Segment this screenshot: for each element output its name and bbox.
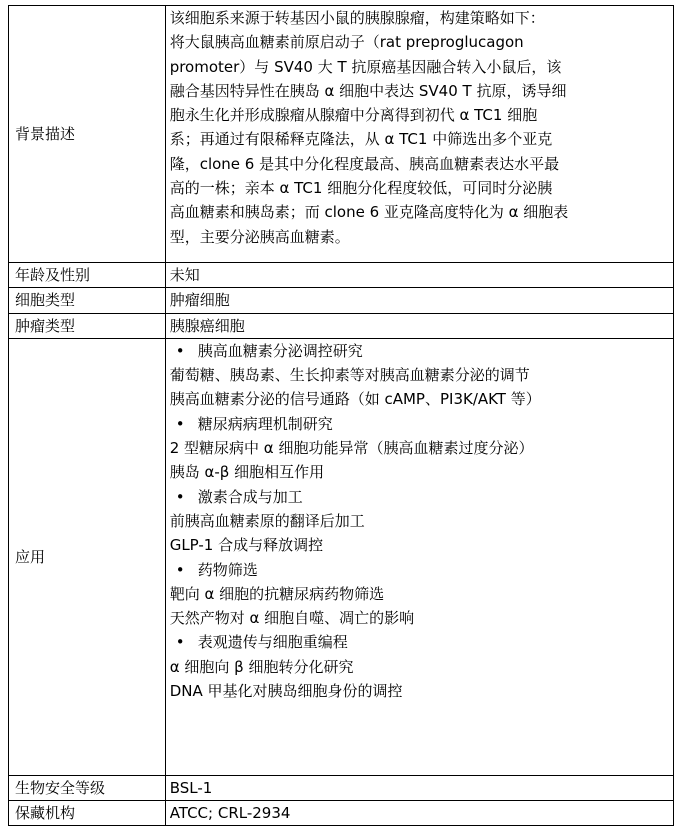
biosafety-label: 生物安全等级 — [9, 775, 166, 800]
background-line: 型，主要分泌胰高血糖素。 — [169, 227, 350, 246]
application-value — [165, 338, 673, 775]
cell-type-label: 细胞类型 — [9, 288, 166, 313]
background-label: 背景描述 — [9, 6, 166, 263]
background-value — [165, 6, 673, 263]
background-line: 系；再通过有限稀释克隆法，从 α TC1 中筛选出多个亚克 — [169, 130, 553, 149]
tumor-type-value: 胰腺癌细胞 — [165, 313, 673, 338]
bullet-icon: • — [175, 341, 185, 360]
application-section-title: • 药物筛选 — [170, 558, 669, 582]
application-item: 靶向 α 细胞的抗糖尿病药物筛选 — [169, 584, 385, 603]
background-line: 融合基因特异性在胰岛 α 细胞中表达 SV40 T 抗原，诱导细 — [169, 81, 567, 100]
bullet-icon: • — [175, 414, 185, 433]
application-item: GLP-1 合成与释放调控 — [169, 536, 324, 555]
repository-label: 保藏机构 — [9, 801, 166, 826]
background-line: 胞永生化并形成腺瘤从腺瘤中分离得到初代 α TC1 细胞 — [169, 106, 538, 125]
row-age-sex — [9, 263, 674, 288]
application-section-title: • 糖尿病病理机制研究 — [170, 412, 669, 436]
application-item: 葡萄糖、胰岛素、生长抑素等对胰高血糖素分泌的调节 — [169, 366, 530, 385]
age-sex-value: 未知 — [165, 263, 673, 288]
background-line: 将大鼠胰高血糖素前原启动子（rat preproglucagon — [169, 33, 524, 52]
application-item: α 细胞向 β 细胞转分化研究 — [169, 657, 354, 676]
background-line: 高的一株；亲本 α TC1 细胞分化程度较低，可同时分泌胰 — [169, 179, 553, 198]
application-item: 2 型糖尿病中 α 细胞功能异常（胰高血糖素过度分泌） — [169, 439, 534, 458]
row-biosafety — [9, 775, 674, 800]
row-tumor-type — [9, 313, 674, 338]
background-line: 隆，clone 6 是其中分化程度最高、胰高血糖素表达水平最 — [169, 154, 560, 173]
application-section-title: • 表观遗传与细胞重编程 — [170, 630, 669, 654]
tumor-type-label: 肿瘤类型 — [9, 313, 166, 338]
repository-value: ATCC; CRL-2934 — [165, 801, 673, 826]
age-sex-label: 年龄及性别 — [9, 263, 166, 288]
application-label: 应用 — [9, 338, 166, 775]
background-line: 该细胞系来源于转基因小鼠的胰腺腺瘤，构建策略如下： — [169, 9, 545, 27]
cell-type-value: 肿瘤细胞 — [165, 288, 673, 313]
bullet-icon: • — [175, 633, 185, 652]
cell-line-info-table — [8, 5, 674, 826]
row-cell-type — [9, 288, 674, 313]
application-item: 胰岛 α-β 细胞相互作用 — [169, 463, 325, 482]
application-item: 前胰高血糖素原的翻译后加工 — [169, 511, 365, 530]
row-background — [9, 6, 674, 263]
bullet-icon: • — [175, 487, 185, 506]
bullet-icon: • — [175, 560, 185, 579]
application-item: 天然产物对 α 细胞自噬、凋亡的影响 — [169, 609, 415, 628]
row-application — [9, 338, 674, 775]
application-section-title: • 胰高血糖素分泌调控研究 — [170, 339, 669, 363]
application-section-title: • 激素合成与加工 — [170, 485, 669, 509]
application-item: DNA 甲基化对胰岛细胞身份的调控 — [169, 682, 403, 701]
background-line: promoter）与 SV40 大 T 抗原癌基因融合转入小鼠后，该 — [169, 57, 562, 76]
row-repository — [9, 801, 674, 826]
background-line: 高血糖素和胰岛素；而 clone 6 亚克隆高度特化为 α 细胞表 — [169, 203, 569, 222]
application-item: 胰高血糖素分泌的信号通路（如 cAMP、PI3K/AKT 等） — [169, 390, 541, 409]
biosafety-value: BSL-1 — [165, 775, 673, 800]
